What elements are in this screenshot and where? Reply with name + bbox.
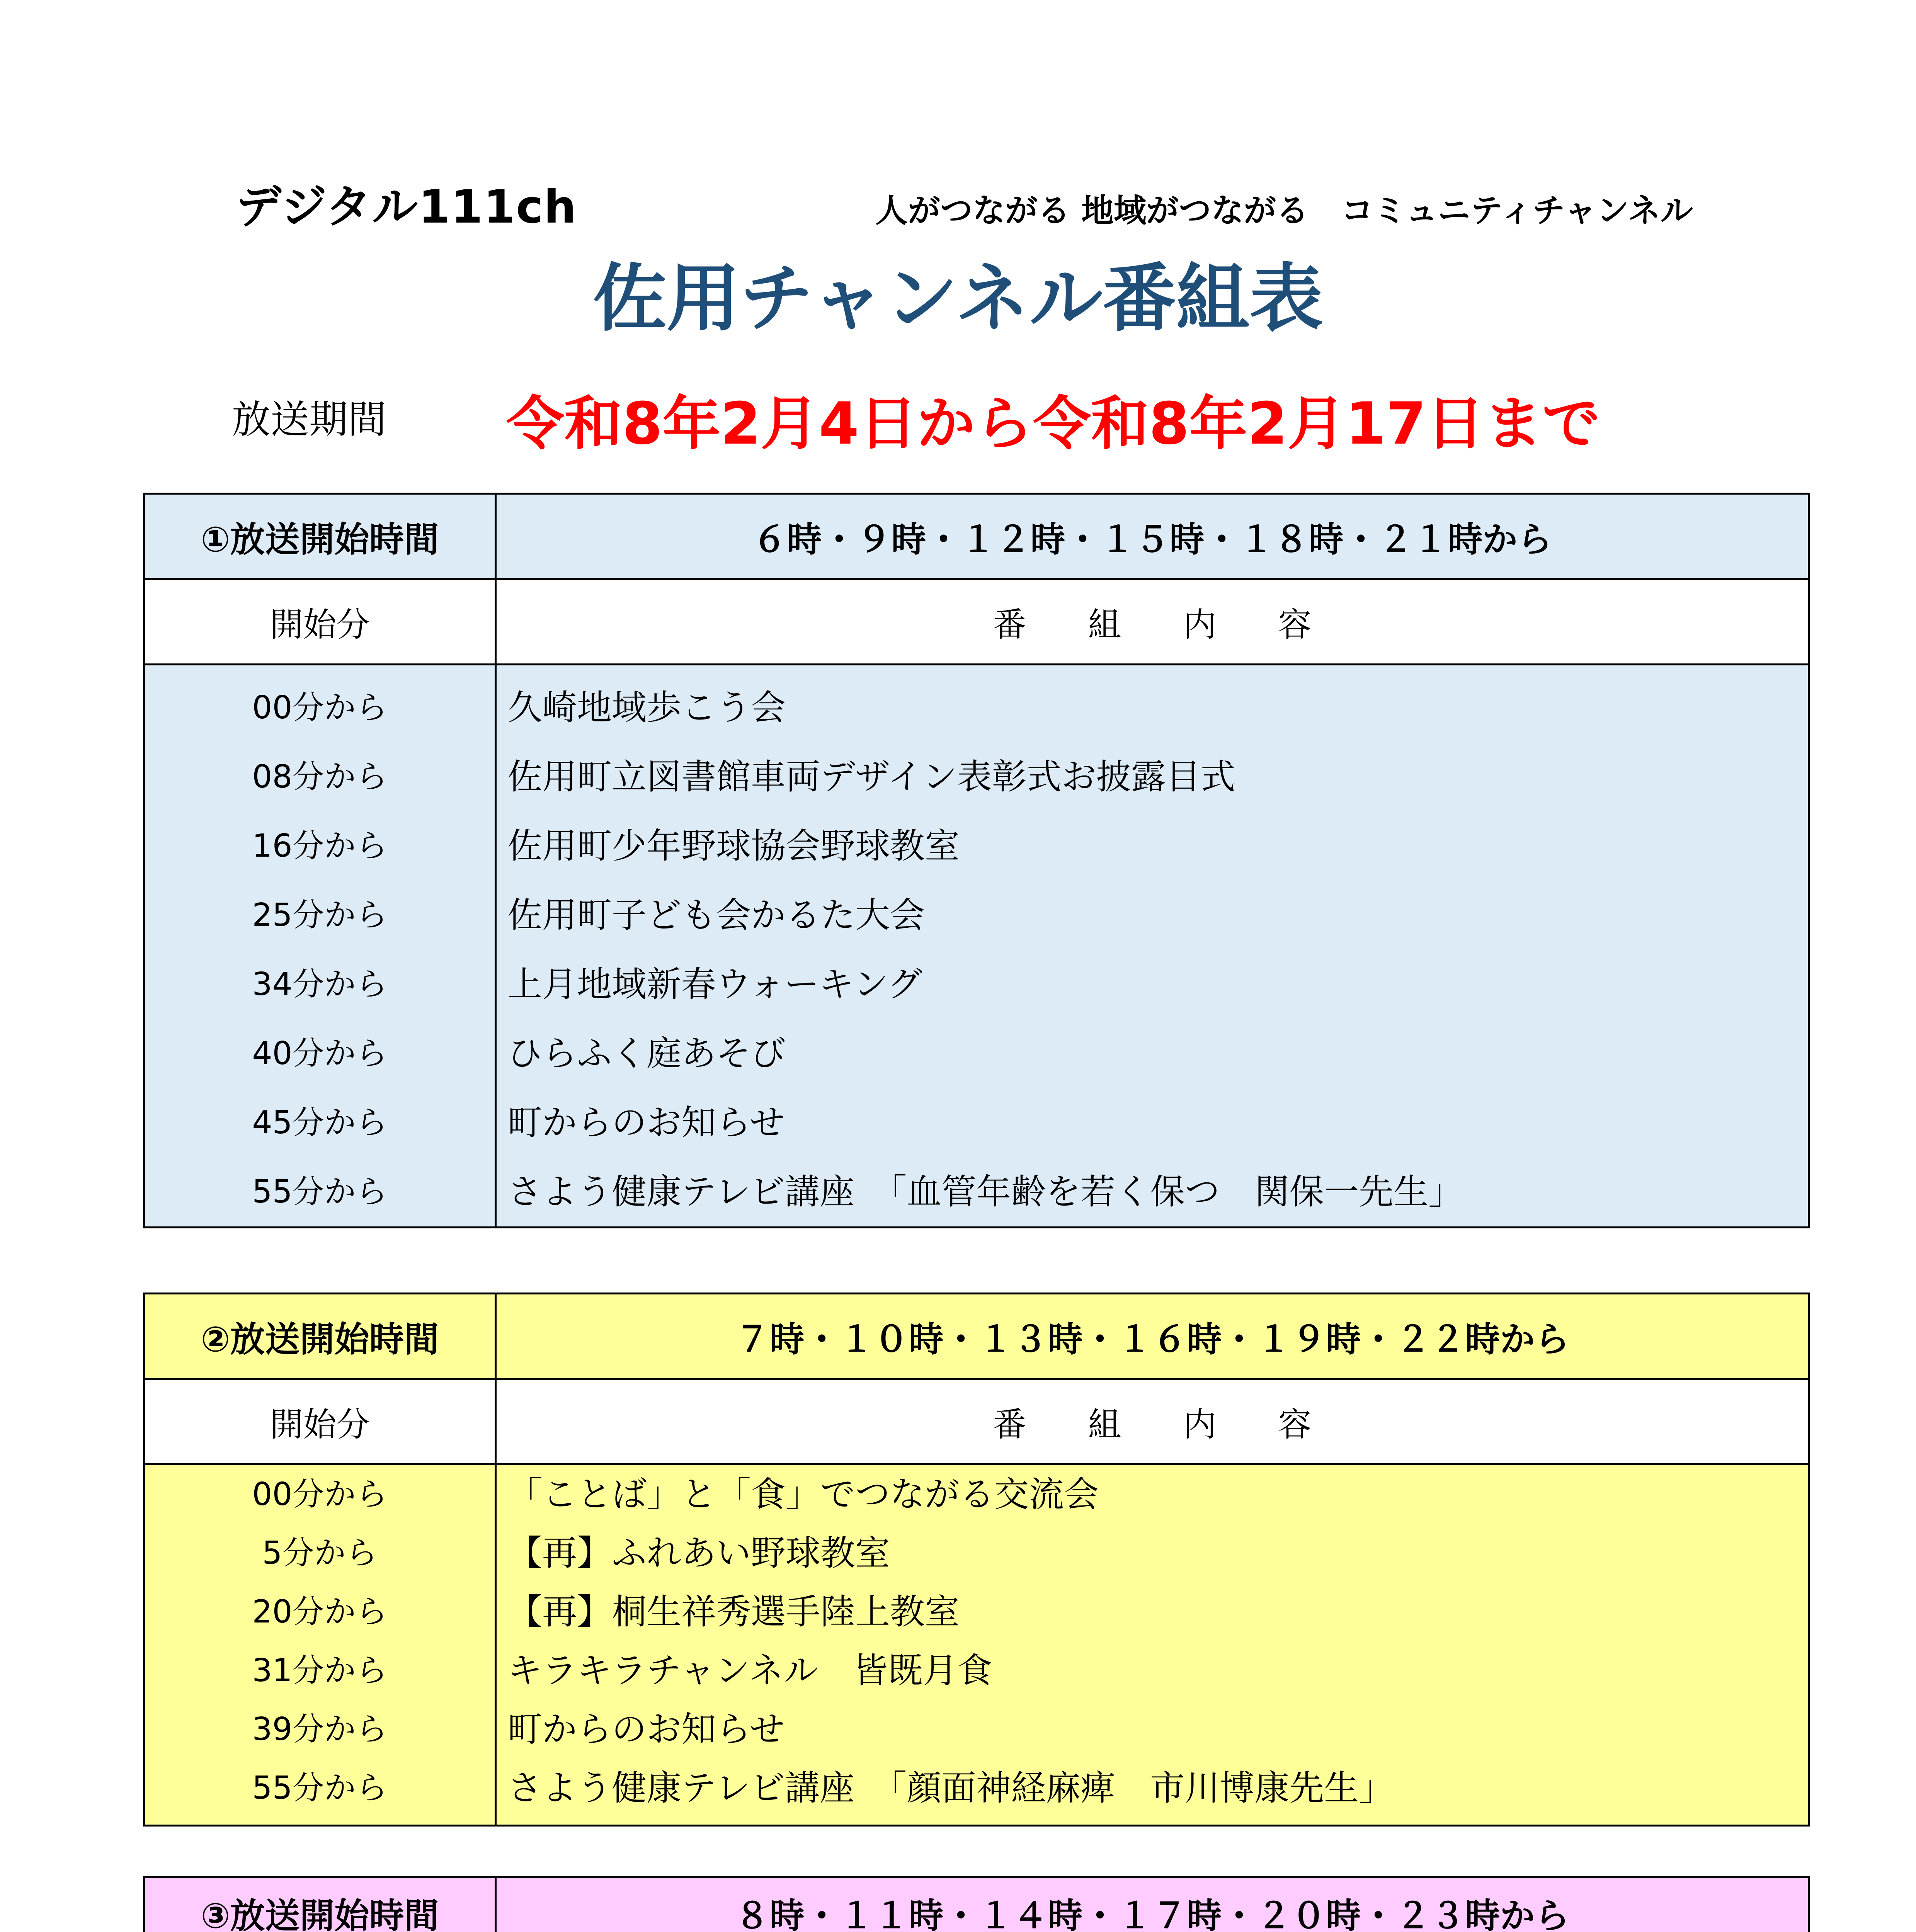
program-title: さよう健康テレビ講座 「血管年齢を若く保つ 関保一先生」 bbox=[507, 1172, 1463, 1212]
tagline: 人がつながる 地域がつながる コミュニティチャンネル bbox=[875, 192, 1693, 230]
program-title: 町からのお知らせ bbox=[507, 1709, 785, 1750]
program-title: 上月地域新春ウォーキング bbox=[507, 964, 922, 1005]
broadcast-period-value: 令和8年2月4日から令和8年2月17日まで bbox=[506, 390, 1600, 457]
start-minute: 00分から bbox=[252, 1476, 388, 1513]
minute-column-header: 開始分 bbox=[144, 579, 496, 665]
start-minute: 55分から bbox=[252, 1770, 388, 1806]
start-minute: 16分から bbox=[252, 828, 388, 864]
start-time-label: ②放送開始時間 bbox=[144, 1294, 496, 1379]
program-title: 【再】ふれあい野球教室 bbox=[507, 1533, 890, 1573]
start-times: ６時・９時・１２時・１５時・１８時・２１時から bbox=[496, 494, 1809, 579]
program-title: 佐用町立図書館車両デザイン表彰式お披露目式 bbox=[507, 757, 1235, 797]
start-minute: 5分から bbox=[262, 1535, 378, 1571]
start-minute: 08分から bbox=[252, 759, 388, 795]
program-title: 久崎地域歩こう会 bbox=[507, 687, 786, 728]
content-column-header: 番組内容 bbox=[496, 579, 1809, 665]
program-title: 【再】桐生祥秀選手陸上教室 bbox=[507, 1592, 960, 1632]
schedule-table-2 bbox=[143, 1293, 1810, 1827]
program-title: ひらふく庭あそび bbox=[507, 1033, 786, 1074]
program-title: 「ことば」と「食」でつながる交流会 bbox=[507, 1474, 1099, 1515]
start-time-label: ③放送開始時間 bbox=[144, 1877, 496, 1932]
minute-column-header: 開始分 bbox=[144, 1379, 496, 1464]
program-title: キラキラチャンネル 皆既月食 bbox=[507, 1650, 992, 1691]
start-minute: 00分から bbox=[252, 689, 388, 726]
minutes-cell bbox=[144, 1464, 496, 1826]
start-times: ８時・１１時・１４時・１７時・２０時・２３時から bbox=[496, 1877, 1809, 1932]
program-title: さよう健康テレビ講座 「顔面神経麻痺 市川博康先生」 bbox=[507, 1768, 1394, 1808]
channel-number: デジタル111ch bbox=[236, 180, 577, 233]
start-time-label: ①放送開始時間 bbox=[144, 494, 496, 579]
page-title: 佐用チャンネル番組表 bbox=[593, 256, 1323, 341]
start-minute: 34分から bbox=[252, 966, 388, 1003]
schedule-table-3 bbox=[143, 1876, 1810, 1932]
programs-cell bbox=[496, 665, 1809, 1228]
start-times: ７時・１０時・１３時・１６時・１９時・２２時から bbox=[496, 1294, 1809, 1379]
start-minute: 31分から bbox=[252, 1652, 388, 1689]
start-minute: 20分から bbox=[252, 1594, 388, 1630]
program-title: 町からのお知らせ bbox=[507, 1102, 785, 1143]
schedule-table-1 bbox=[143, 493, 1810, 1228]
start-minute: 25分から bbox=[252, 897, 388, 934]
start-minute: 45分から bbox=[252, 1104, 388, 1141]
content-column-header: 番組内容 bbox=[496, 1379, 1809, 1464]
broadcast-period-label: 放送期間 bbox=[232, 397, 386, 442]
start-minute: 55分から bbox=[252, 1173, 388, 1210]
minutes-cell bbox=[144, 665, 496, 1228]
program-title: 佐用町少年野球協会野球教室 bbox=[507, 826, 960, 866]
start-minute: 39分から bbox=[252, 1711, 388, 1748]
start-minute: 40分から bbox=[252, 1035, 388, 1072]
programs-cell bbox=[496, 1464, 1809, 1826]
program-title: 佐用町子ども会かるた大会 bbox=[507, 895, 925, 935]
